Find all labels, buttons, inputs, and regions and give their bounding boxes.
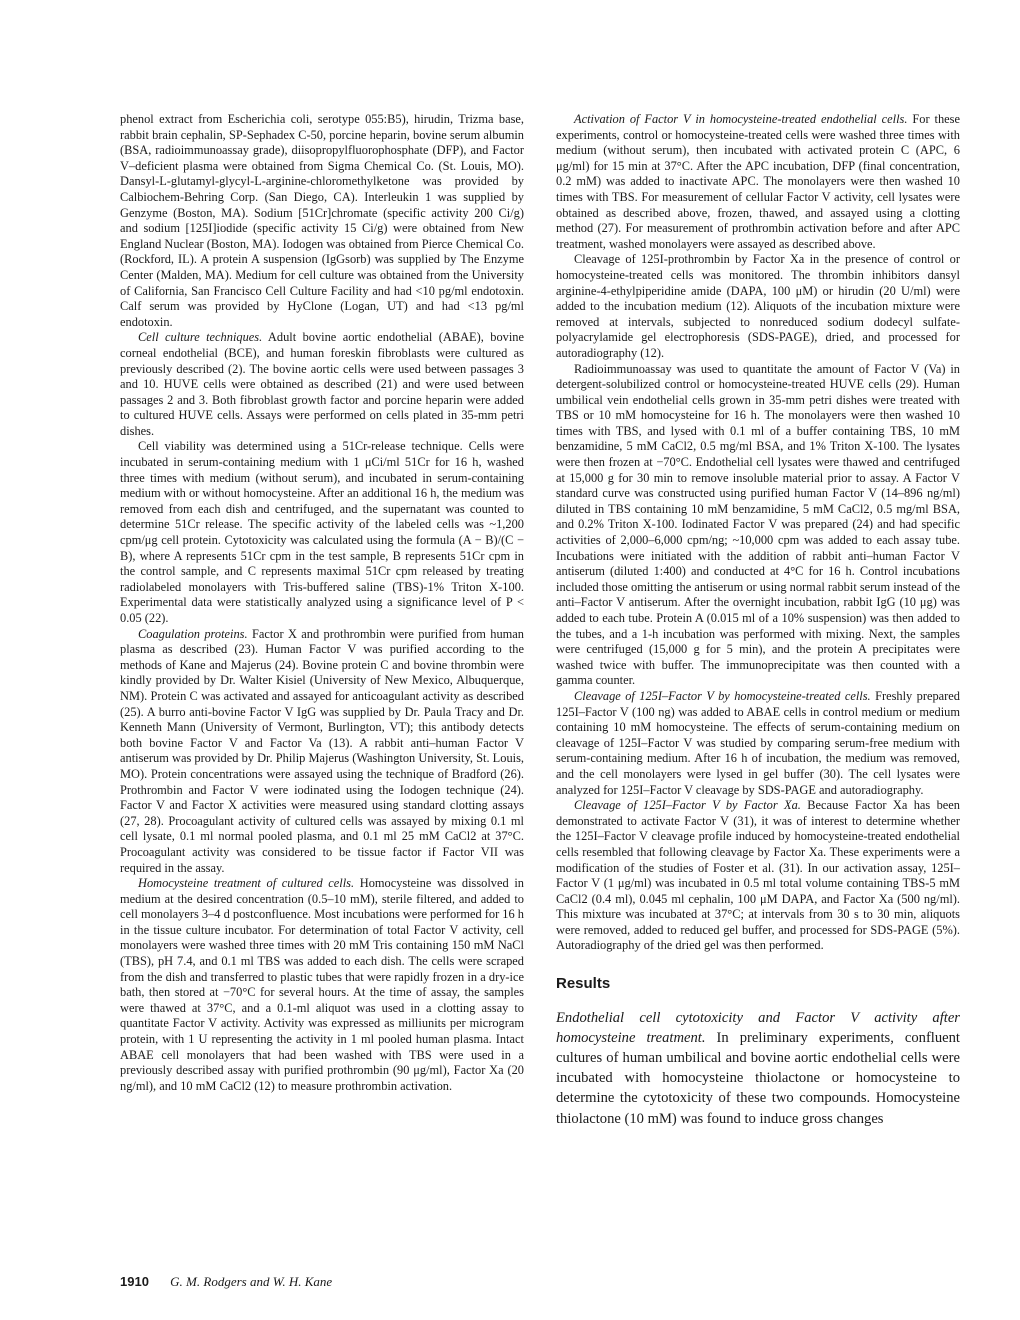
- section-title: Activation of Factor V in homocysteine-treated endothelial cells.: [574, 112, 908, 126]
- paragraph-text: Homocysteine was dissolved in medium at the desired concentration (0.5–10 mM), sterile filtered, and added to cell monolayers 3–4 d postconfluence. Most incubations were performed for 16 h in the tissue culture incubator. For determination of total Factor V activity, cell monolayers were washed three times with 20 mM Tris containing 150 mM NaCl (TBS), pH 7.4, and 0.1 ml TBS was added to each dish. The cells were scraped from the dish and transferred to plastic tubes that were rapidly frozen in a dry-ice bath, then stored at −70°C for several hours. At the time of assay, the samples were thawed at 37°C, and a 0.1-ml aliquot was used in a clotting assay to quantitate Factor V activity. Activity was expressed as milliunits per microgram protein, with 1 U representing the activity in 1 ml pooled human plasma. Intact ABAE cell monolayers that had been washed with TBS were used in a previously described assay with purified prothrombin (90 μg/ml), Factor Xa (20 ng/ml), and 10 mM CaCl2 (12) to measure prothrombin activation.: [120, 876, 524, 1093]
- page-footer: [120, 1274, 332, 1290]
- factor-v-activation-paragraph: [556, 112, 960, 252]
- section-title: Endothelial cell cytotoxicity and Factor V activity after homocysteine treatment.: [556, 1009, 960, 1046]
- paragraph-text: Factor X and prothrombin were purified from human plasma as described (23). Human Factor V was purified according to the methods of Kane and Majerus (24). Bovine protein C and bovine thrombin were kindly provided by Dr. Walter Kisiel (University of New Mexico, Albuquerque, NM). Protein C was activated and assayed for anticoagulant activity as described (25). A burro anti-bovine Factor V IgG was supplied by Dr. Paula Tracy and Dr. Kenneth Mann (University of Vermont, Burlington, VT); this antibody detects both bovine Factor V and Factor Va (13). A rabbit anti–human Factor V antiserum was provided by Dr. Philip Majerus (Washington University, St. Louis, MO). Protein concentrations were assayed using the technique of Bradford (26). Prothrombin and Factor V were iodinated using the Iodogen technique (24). Factor V and Factor X activities were measured using standard clotting assays (27, 28). Procoagulant activity of cultured cells was assayed by mixing 0.1 ml cell lysate, 0.1 ml normal pooled plasma, and 0.1 ml 25 mM CaCl2 at 37°C. Procoagulant activity was considered to be tissue factor if Factor VII was required in the assay.: [120, 626, 525, 875]
- paragraph-text: Because Factor Xa has been demonstrated to activate Factor V (31), it was of interest to determine whether the 125I–Factor V cleavage profile induced by homocysteine-treated endothelial cells resembled that following cleavage by Factor Xa. These experiments were a modification of the studies of Foster et al. (31). In our activation assay, 125I–Factor V (1 μg/ml) was incubated in 0.5 ml total volume containing TBS-5 mM CaCl2 (0.4 ml), 0.045 ml cephalin, 100 μM DAPA, and Factor Xa (500 ng/ml). This mixture was incubated at 37°C; at intervals from 30 s to 30 min, aliquots were removed, added to reduced gel buffer, and processed for SDS-PAGE (5%). Autoradiography of the dried gel was then performed.: [556, 798, 960, 953]
- page-number: 1910: [120, 1274, 149, 1289]
- factor-v-cleavage-cells-paragraph: [556, 689, 960, 798]
- results-paragraph: [556, 1008, 960, 1129]
- paragraph-text: Adult bovine aortic endothelial (ABAE), bovine corneal endothelial (BCE), and human foreskin fibroblasts were cultured as previously described (2). The bovine aortic cells were used between passages 3 and 10. HUVE cells were obtained as described (21) and were used between passages 2 and 3. Both fibroblast growth factor and porcine heparin were added to cultured HUVE cells. Assays were performed on cells plated in 35-mm petri dishes.: [120, 330, 524, 438]
- cell-culture-paragraph: [120, 330, 524, 439]
- homocysteine-treatment-paragraph: [120, 876, 524, 1094]
- paragraph-text: For these experiments, control or homocysteine-treated cells were washed three times with medium (without serum), then incubated with activated protein C (APC, 6 μg/ml) for 15 min at 37°C. After the APC incubation, DFP (final concentration, 0.2 mM) was added to inactivate APC. The monolayers were then washed 10 times with TBS. For measurement of cellular Factor V activity, cell lysates were obtained as described above, frozen, thawed, and assayed using a clotting method (27). For measurement of prothrombin activation before and after APC treatment, washed monolayers were assayed as described above.: [556, 112, 961, 251]
- cell-viability-paragraph: Cell viability was determined using a 51Cr-release technique. Cells were incubated in serum-containing medium with 1 μCi/ml 51Cr for 16 h, washed three times with medium (without serum), and incubated in serum-containing medium with or without homocysteine. After an additional 16 h, the medium was removed from each dish and centrifuged, and the supernatant was counted to determine 51Cr release. The specific activity of the labeled cells was ~1,200 cpm/μg cell protein. Cytotoxicity was calculated using the formula (A − B)/(C − B), where A represents 51Cr cpm in the test sample, B represents 51Cr cpm in the control sample, and C represents maximal 51Cr cpm released by treating radiolabeled monolayers with Tris-buffered saline (TBS)-1% Triton X-100. Experimental data were statistically analyzed using a significance level of P < 0.05 (22).: [120, 439, 524, 625]
- paragraph-text: Freshly prepared 125I–Factor V (100 ng) was added to ABAE cells in control medium or medium containing 10 mM homocysteine. The effects of serum-containing medium on cleavage of 125I–Factor V was studied by comparing serum-free medium with serum-containing medium. After 16 h of incubation, the medium was removed, and the cell monolayers were lysed in gel buffer (30). The cell lysates were analyzed for 125I–Factor V cleavage by SDS-PAGE and autoradiography.: [556, 688, 960, 797]
- coagulation-proteins-paragraph: [120, 627, 524, 877]
- section-title: Cell culture techniques.: [138, 330, 263, 345]
- section-title: Coagulation proteins.: [138, 626, 248, 641]
- section-title: Cleavage of 125I–Factor V by Factor Xa.: [574, 798, 801, 813]
- left-column: [120, 112, 524, 1094]
- results-heading: Results: [556, 975, 611, 993]
- paragraph-text: In preliminary experiments, confluent cultures of human umbilical and bovine aortic endothelial cells were incubated with homocysteine thiolactone or homocysteine to determine the cytotoxicity of these two compounds. Homocysteine thiolactone (10 mM) was found to induce gross changes: [556, 1029, 960, 1127]
- factor-v-cleavage-xa-paragraph: [556, 798, 960, 954]
- prothrombin-cleavage-paragraph: Cleavage of 125I-prothrombin by Factor Xa in the presence of control or homocysteine-treated cells was monitored. The thrombin inhibitors dansyl arginine-4-ethylpiperidine amide (DAPA, 100 μM) or hirudin (20 U/ml) were added to the incubation medium (12). Aliquots of the incubation mixture were removed at intervals, subjected to nonreduced sodium dodecyl sulfate-polyacrylamide gel electrophoresis (SDS-PAGE), dried, and processed for autoradiography (12).: [556, 252, 960, 360]
- running-authors: G. M. Rodgers and W. H. Kane: [170, 1274, 333, 1289]
- section-title: Homocysteine treatment of cultured cells.: [138, 876, 355, 891]
- right-column: [556, 112, 960, 1129]
- materials-paragraph: phenol extract from Escherichia coli, serotype 055:B5), hirudin, Trizma base, rabbit brain cephalin, SP-Sephadex C-50, porcine heparin, bovine serum albumin (BSA, radioimmunoassay grade), diisopropylfluorophosphate (DFP), and Factor V–deficient plasma were obtained from Sigma Chemical Co. (St. Louis, MO). Dansyl-L-glutamyl-glycyl-L-arginine-chloromethylketone was provided by Calbiochem-Behring Corp. (San Diego, CA). Interleukin 1 was supplied by Genzyme (Boston, MA). Sodium [51Cr]chromate (specific activity 200 Ci/g) and sodium [125I]iodide (specific activity 15 Ci/g) were obtained from New England Nuclear (Boston, MA). Iodogen was obtained from Pierce Chemical Co. (Rockford, IL). A protein A suspension (IgGsorb) was supplied by The Enzyme Center (Malden, MA). Medium for cell culture was obtained from the University of California, San Francisco Cell Culture Facility and had <10 pg/ml endotoxin. Calf serum was provided by HyClone (Logan, UT) and had <13 pg/ml endotoxin.: [120, 112, 524, 329]
- section-title: Cleavage of 125I–Factor V by homocysteine-treated cells.: [574, 688, 871, 703]
- radioimmunoassay-paragraph: Radioimmunoassay was used to quantitate the amount of Factor V (Va) in detergent-solubilized control or homocysteine-treated HUVE cells (29). Human umbilical vein endothelial cells grown in 35-mm petri dishes were treated with TBS or 10 mM homocysteine for 16 h. The monolayers were then washed 10 times with TBS, and lysed with 0.1 ml of a buffer containing TBS, 10 mM benzamidine, 5 mM CaCl2, 0.5 mg/ml BSA, and 1% Triton X-100. The lysates were then frozen at −70°C. Endothelial cell lysates were thawed and centrifuged at 15,000 g for 30 min to remove insoluble material prior to assay. A Factor V standard curve was constructed using purified human Factor V (14–896 ng/ml) diluted in TBS containing 10 mM benzamidine, 5 mM CaCl2, 0.5 mg/ml BSA, and 0.2% Triton X-100. Iodinated Factor V was prepared (24) and had specific activities of 2,000–6,000 cpm/ng; ~10,000 cpm was added to each assay tube. Incubations were initiated with the addition of rabbit anti–human Factor V antiserum (diluted 1:400) and conducted at 4°C for 16 h. Control incubations included those omitting the antiserum or using normal rabbit serum instead of the anti–Factor V antiserum. After the overnight incubation, rabbit IgG (10 μg) was added to each tube. Protein A (0.015 ml of a 10% suspension) was then added to the tubes, and a 1-h incubation was performed with mixing. Next, the samples were centrifuged (15,000 g for 5 min), and the protein A precipitates were washed twice with buffer. The immunoprecipitate was then counted with a gamma counter.: [556, 361, 960, 688]
